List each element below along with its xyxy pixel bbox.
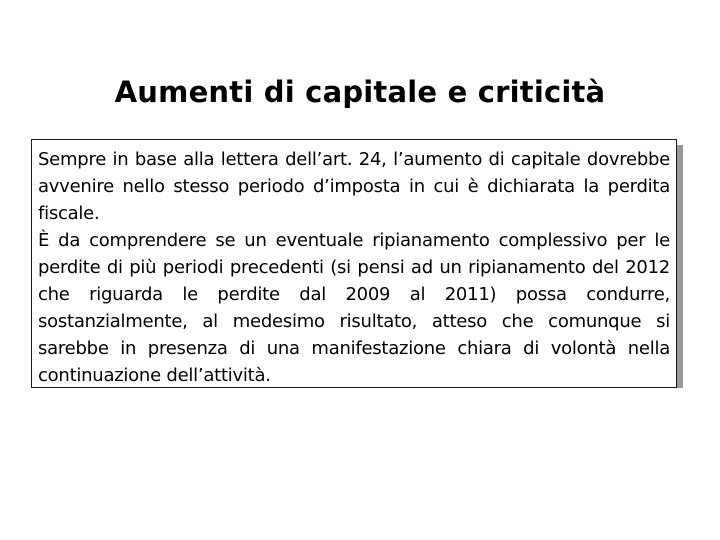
paragraph-2: È da comprendere se un eventuale ripianamento complessivo per le perdite di più periodi precedenti (si pensi ad un ripianamento del 2012 che riguarda le perdite dal 2009 al 2011) possa condurre, sostanzialmente, al medesimo risultato, atteso che comunque si sarebbe in presenza di una manifestazione chiara di volontà nella continuazione dell’attività. (38, 230, 670, 386)
body-text-box (31, 139, 677, 388)
paragraph-1: Sempre in base alla lettera dell’art. 24, l’aumento di capitale dovrebbe avvenire nello stesso periodo d’imposta in cui è dichiarata la perdita fiscale. (38, 149, 670, 224)
slide-title: Aumenti di capitale e criticità (114, 75, 606, 109)
